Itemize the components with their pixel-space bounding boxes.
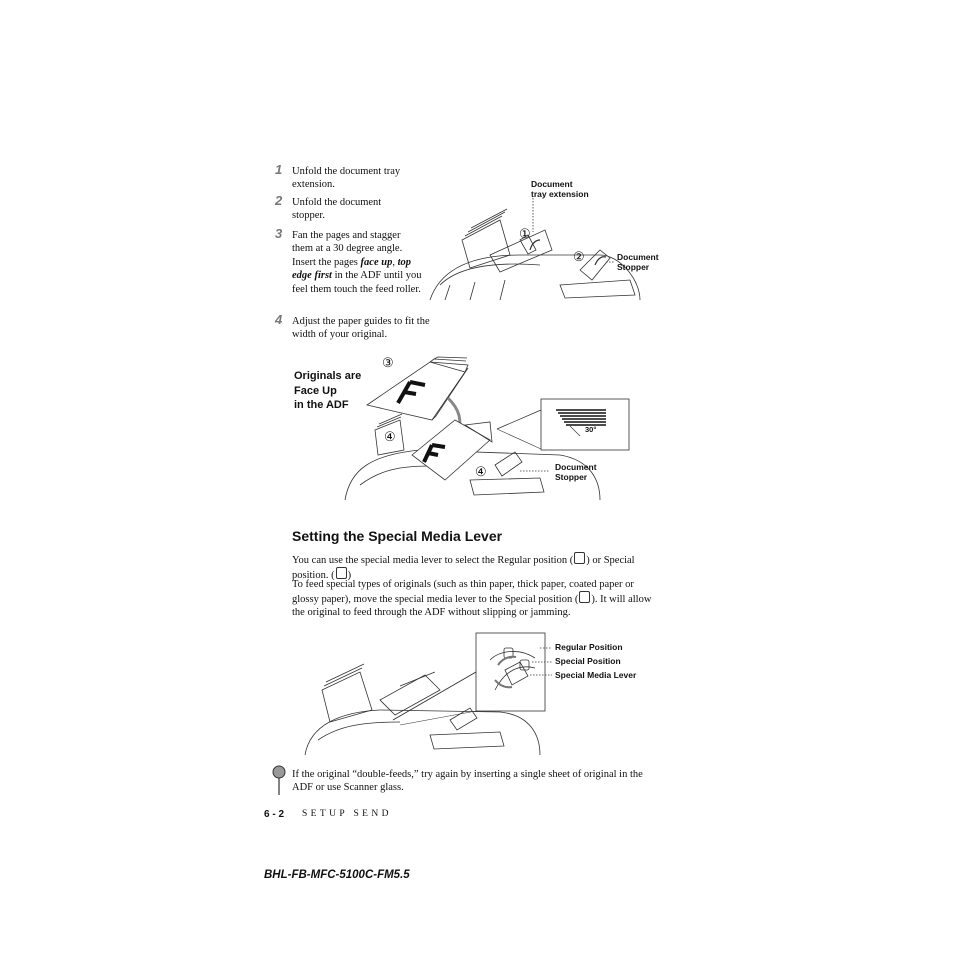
emphasis-top-edge-first: top edge first (292, 256, 411, 282)
label-line: Face Up (294, 384, 337, 397)
step-text: Adjust the paper guides to fit the width of your original. (292, 316, 430, 341)
step-text-part: in the ADF until you feel them touch the feed roller. (292, 270, 422, 295)
paragraph-text: ) (347, 570, 352, 582)
callout-4-right: ④ (475, 464, 487, 479)
note-text: If the original “double-feeds,” try again by inserting a single sheet of original in the ADF or use Scanner glass. (292, 769, 643, 794)
paragraph-text: You can use the special media lever to select the Regular position ( (292, 555, 574, 566)
callout-1: ① (519, 226, 531, 241)
callout-2: ② (573, 249, 585, 264)
paragraph-text: To feed special types of originals (such as thin paper, thick paper, coated paper or glossy paper), move the special media lever to the Special position ( (292, 579, 634, 606)
label-line: Originals are (294, 370, 362, 382)
step-text-part: , (392, 256, 398, 268)
label-line: Document (617, 252, 659, 262)
step-number: 1 (275, 162, 283, 177)
section-heading: Setting the Special Media Lever (292, 528, 503, 544)
angle-label: 30° (585, 425, 597, 434)
step-number: 3 (275, 226, 283, 241)
callout-4-left: ④ (384, 429, 396, 444)
label-line: Document (555, 462, 597, 472)
label-line: in the ADF (294, 399, 349, 411)
label-line: Stopper (555, 471, 588, 482)
step-text-part: Fan the pages and stagger them at a 30 degree angle. Insert the pages (292, 230, 403, 268)
step-text: Unfold the document tray extension. (292, 166, 401, 191)
document-code: BHL-FB-MFC-5100C-FM5.5 (264, 869, 410, 881)
label-regular-position: Regular Position (555, 642, 623, 652)
callout-3: ③ (382, 355, 394, 370)
label-line: tray extension (531, 188, 589, 199)
step-text: Unfold the document stopper. (292, 197, 382, 222)
label-line: Stopper (617, 261, 650, 272)
paragraph-text: ) or Special position. ( (292, 555, 635, 582)
label-special-position: Special Position (555, 656, 621, 666)
label-line: Document (531, 179, 573, 189)
running-section-title: SETUP SEND (302, 809, 392, 819)
page-number: 6 - 2 (264, 809, 285, 820)
step-number: 2 (275, 193, 283, 208)
paragraph-text: ). It will allow the original to feed through the ADF without slipping or jamming. (292, 594, 652, 619)
step-number: 4 (275, 312, 283, 327)
label-special-media-lever: Special Media Lever (555, 670, 637, 680)
emphasis-face-up: face up (360, 256, 393, 268)
